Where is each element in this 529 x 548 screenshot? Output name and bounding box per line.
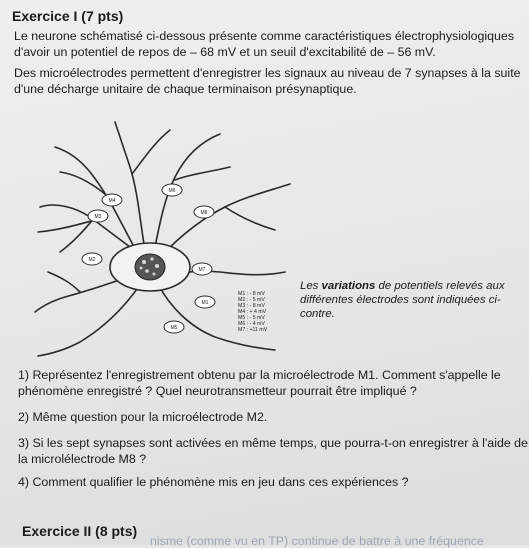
value-line-m2: M2 : - 5 mV	[238, 297, 265, 303]
value-line-m1: M1 : - 8 mV	[238, 291, 265, 297]
neuron-diagram	[20, 112, 310, 372]
question-2: 2) Même question pour la microélectrode M2.	[18, 410, 268, 424]
caption-line1-rest: de potentiels relevés aux	[375, 280, 505, 292]
electrode-m1-label: M1	[201, 300, 209, 306]
figure-caption	[300, 279, 505, 321]
value-line-m4: M4 : + 4 mV	[238, 309, 267, 315]
question-3-line1: 3) Si les sept synapses sont activées en même temps, que pourra-t-on enregistrer à l'aide de	[18, 436, 528, 450]
value-line-m3: M3 : - 8 mV	[238, 303, 265, 309]
electrode-m3-label: M3	[94, 214, 102, 220]
electrode-m8-label: M8	[200, 210, 208, 216]
electrode-m6-label: M6	[168, 188, 176, 194]
electrode-m7-label: M7	[198, 267, 206, 273]
question-3-line2: la microlélectrode M8 ?	[18, 452, 147, 466]
para1-line2: d'avoir un potentiel de repos de – 68 mV et un seuil d'excitabilité de – 56 mV.	[14, 45, 436, 59]
caption-line3: contre.	[300, 308, 335, 320]
para1-line1: Le neurone schématisé ci-dessous présente comme caractéristiques électrophysiologiques	[14, 29, 515, 43]
question-1-line1: 1) Représentez l'enregistrement obtenu par la microélectrode M1. Comment s'appelle le	[18, 368, 501, 382]
value-line-m7: M7 : +11 mV	[238, 327, 268, 333]
question-4: 4) Comment qualifier le phénomène mis en jeu dans ces expériences ?	[18, 475, 409, 489]
caption-line2: différentes électrodes sont indiquées ci-	[300, 294, 501, 306]
electrode-m5-label: M5	[170, 325, 178, 331]
exercise2-partial-text: nisme (comme vu en TP) continue de battre à une fréquence	[150, 534, 484, 548]
nucleus	[135, 254, 165, 280]
values-legend	[238, 291, 268, 333]
electrode-m4-label: M4	[108, 198, 116, 204]
exercise2-title: Exercice II (8 pts)	[22, 523, 138, 539]
question-1-line2: phénomène enregistré ? Quel neurotransmetteur pourrait être impliqué ?	[18, 384, 417, 398]
value-line-m5: M5 : - 5 mV	[238, 315, 265, 321]
para2-line1: Des microélectrodes permettent d'enregistrer les signaux au niveau de 7 synapses à la suite	[14, 66, 521, 80]
caption-bold: variations	[321, 280, 376, 292]
value-line-m6: M6 : - 4 mV	[238, 321, 265, 327]
electrode-m2-label: M2	[88, 257, 96, 263]
para2-line2: d'une décharge unitaire de chaque terminaison présynaptique.	[14, 82, 357, 96]
exercise1-title: Exercice I (7 pts)	[12, 8, 124, 24]
caption-prefix: Les	[300, 280, 322, 292]
